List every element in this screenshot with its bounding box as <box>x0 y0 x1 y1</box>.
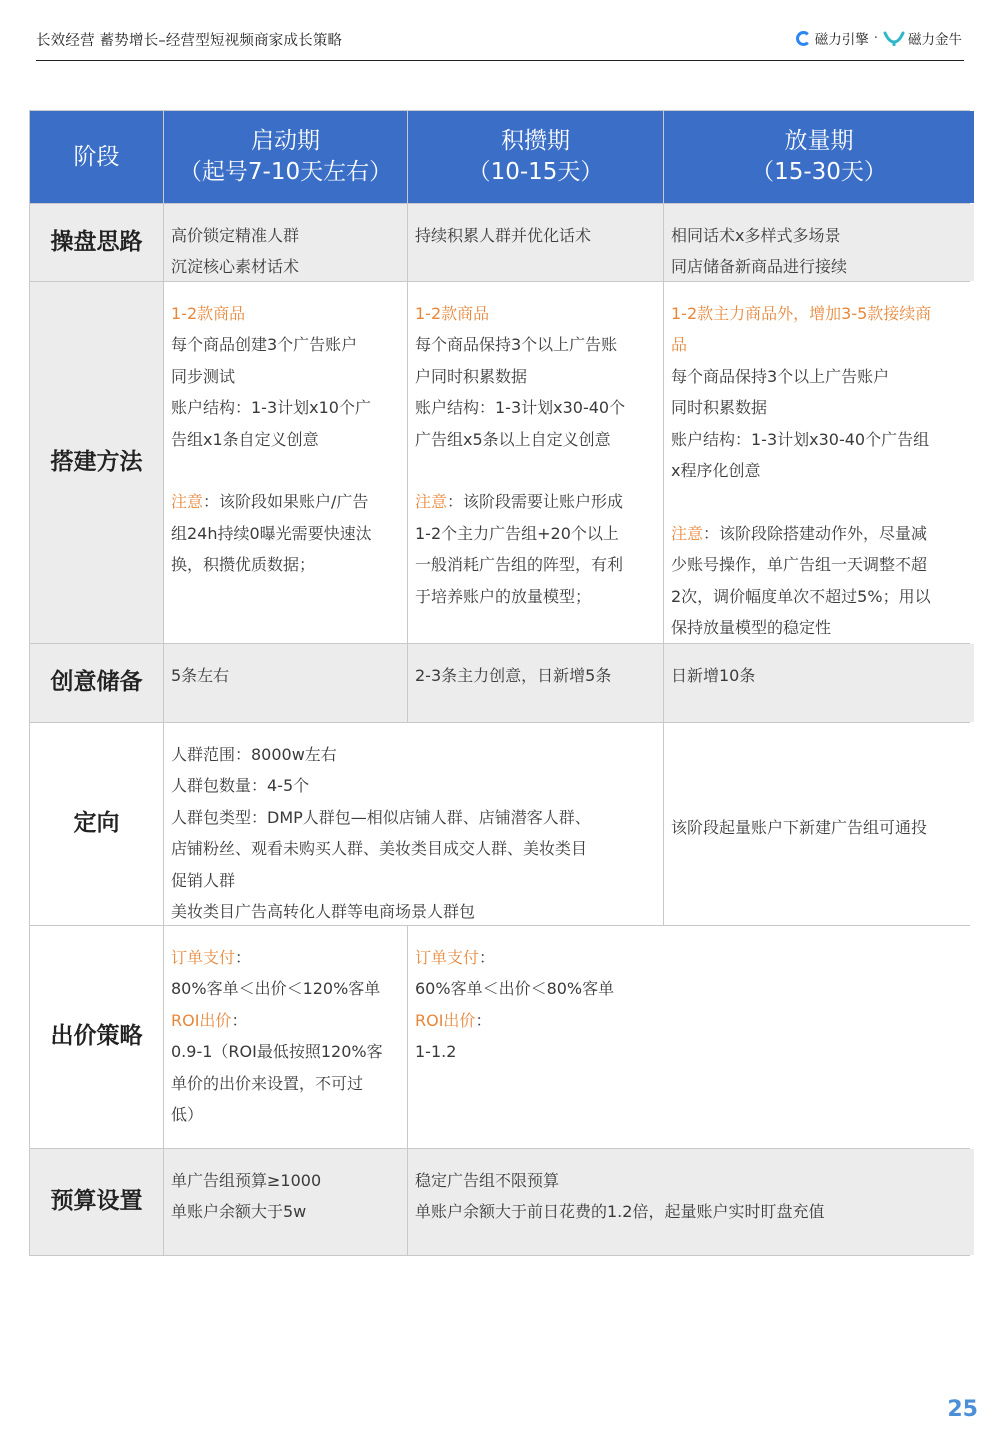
roi-label: ROI出价 <box>415 1010 476 1030</box>
text-line: 相同话术x多样式多场景 <box>671 226 841 245</box>
text-line: 账户结构：1-3计划x30-40个 <box>415 398 626 418</box>
header-scale-title: 放量期 <box>784 128 854 154</box>
note-label: 注意 <box>415 492 448 512</box>
text-line: 人群包类型：DMP人群包—相似店铺人群、店铺潜客人群、 <box>171 807 591 827</box>
text-line: 持续积累人群并优化话术 <box>415 226 592 245</box>
order-pay-value: 60%客单＜出价＜80%客单 <box>415 979 615 999</box>
build-accumulate-cell <box>408 282 663 643</box>
cili-jinniu-logo-icon <box>883 30 905 46</box>
text-line: 账户结构：1-3计划x30-40个广告组 <box>671 429 930 449</box>
budget-launch-cell <box>164 1149 407 1255</box>
brand-left-name: 磁力引擎 <box>814 32 869 48</box>
text-line: 稳定广告组不限预算 <box>415 1171 560 1190</box>
note-text: ：该阶段如果账户/广告 <box>203 492 369 512</box>
note-text: ：该阶段除搭建动作外，尽量减 <box>703 523 928 543</box>
note-text: 于培养账户的放量模型； <box>415 586 592 606</box>
budget-accumulate-scale-cell <box>408 1149 974 1255</box>
note-label: 注意 <box>171 492 204 512</box>
roi-line <box>415 1005 967 1036</box>
bidding-launch-cell <box>164 926 407 1148</box>
targeting-launch-accumulate-cell <box>164 723 663 925</box>
header-scale-duration: （15-30天） <box>751 159 887 185</box>
row-label-strategy: 操盘思路 <box>30 204 163 281</box>
colon: ： <box>231 1010 248 1030</box>
text-line: 人群包数量：4-5个 <box>171 776 310 796</box>
header-divider <box>36 60 964 61</box>
row-label-creative: 创意储备 <box>30 644 163 722</box>
brand-right-name: 磁力金牛 <box>908 32 962 48</box>
text-line: 每个商品保持3个以上广告账 <box>415 335 618 355</box>
row-label-targeting: 定向 <box>30 723 163 925</box>
strategy-table <box>29 110 970 1256</box>
colon: ： <box>479 948 496 967</box>
roi-value: 单价的出价来设置，不可过 <box>171 1073 364 1093</box>
header-launch-title: 启动期 <box>251 128 320 154</box>
table-header-accumulate <box>408 111 663 203</box>
highlight-text: 1-2款商品 <box>171 304 246 323</box>
creative-launch-cell: 5条左右 <box>164 644 407 722</box>
bidding-accumulate-scale-cell <box>408 926 974 1148</box>
text-line: 单广告组预算≥1000 <box>171 1171 322 1190</box>
text-line: 每个商品创建3个广告账户 <box>171 335 358 355</box>
text-line: 同步测试 <box>171 366 236 386</box>
colon: ： <box>235 948 252 967</box>
text-line: 单账户余额大于前日花费的1.2倍，起量账户实时盯盘充值 <box>415 1202 825 1222</box>
order-pay-value: 80%客单＜出价＜120%客单 <box>171 979 381 999</box>
strategy-accumulate-cell <box>408 204 663 281</box>
creative-accumulate-cell: 2-3条主力创意，日新增5条 <box>408 644 663 722</box>
note-line <box>171 486 400 517</box>
row-label-build: 搭建方法 <box>30 282 163 643</box>
header-launch-duration: （起号7-10天左右） <box>178 159 393 185</box>
note-text: ：该阶段需要让账户形成 <box>447 492 624 512</box>
table-header-launch <box>164 111 407 203</box>
page-number: 25 <box>947 1397 978 1422</box>
text-line: 人群范围：8000w左右 <box>171 745 337 764</box>
note-text: 换，积攒优质数据； <box>171 555 316 575</box>
text-line: x程序化创意 <box>671 461 761 481</box>
roi-label: ROI出价 <box>171 1010 232 1030</box>
text-line: 同时积累数据 <box>671 398 768 418</box>
note-text: 组24h持续0曝光需要快速汰 <box>171 523 372 543</box>
row-label-budget: 预算设置 <box>30 1149 163 1255</box>
text-line: 单账户余额大于5w <box>171 1202 307 1222</box>
table-header-stage <box>30 111 163 203</box>
order-pay-line <box>171 942 400 973</box>
colon: ： <box>475 1010 492 1030</box>
order-pay-label: 订单支付 <box>415 948 480 967</box>
roi-line <box>171 1005 400 1036</box>
text-line: 沉淀核心素材话术 <box>171 257 300 277</box>
strategy-scale-cell <box>664 204 974 281</box>
roi-value: 1-1.2 <box>415 1042 457 1062</box>
note-line <box>415 486 656 517</box>
text-line: 店铺粉丝、观看未购买人群、美妆类目成交人群、美妆类目 <box>171 839 588 859</box>
note-text: 2次，调价幅度单次不超过5%；用以 <box>671 586 931 606</box>
highlight-text: 品 <box>671 335 688 355</box>
spacer <box>171 455 400 486</box>
brand-logos <box>796 28 962 48</box>
build-launch-cell <box>164 282 407 643</box>
header-accumulate-duration: （10-15天） <box>467 159 604 185</box>
spacer <box>415 455 656 486</box>
text-line: 每个商品保持3个以上广告账户 <box>671 366 890 386</box>
text-line: 户同时积累数据 <box>415 366 528 386</box>
note-text: 少账号操作，单广告组一天调整不超 <box>671 555 928 575</box>
table-header-scale <box>664 111 974 203</box>
roi-value: 低） <box>171 1105 204 1125</box>
text-line: 美妆类目广告高转化人群等电商场景人群包 <box>171 902 476 922</box>
roi-value: 0.9-1（ROI最低按照120%客 <box>171 1042 383 1062</box>
build-scale-cell <box>664 282 974 643</box>
order-pay-line <box>415 942 967 973</box>
header-accumulate-title: 积攒期 <box>501 128 570 154</box>
spacer <box>671 486 967 517</box>
document-header-title: 长效经营 蓄势增长–经营型短视频商家成长策略 <box>36 33 343 49</box>
highlight-text: 1-2款商品 <box>415 304 490 323</box>
creative-scale-cell: 日新增10条 <box>664 644 974 722</box>
order-pay-label: 订单支付 <box>171 948 236 967</box>
text-line: 广告组x5条以上自定义创意 <box>415 429 611 449</box>
note-line <box>671 518 967 549</box>
text-line: 促销人群 <box>171 870 236 890</box>
text-line: 同店储备新商品进行接续 <box>671 257 848 277</box>
note-label: 注意 <box>671 523 704 543</box>
row-label-bidding: 出价策略 <box>30 926 163 1148</box>
targeting-scale-cell: 该阶段起量账户下新建广告组可通投 <box>664 723 974 925</box>
note-text: 1-2个主力广告组+20个以上 <box>415 523 619 543</box>
header-stage-label: 阶段 <box>73 143 120 170</box>
note-text: 一般消耗广告组的阵型，有利 <box>415 555 624 575</box>
text-line: 账户结构：1-3计划x10个广 <box>171 398 371 418</box>
highlight-text: 1-2款主力商品外，增加3-5款接续商 <box>671 304 932 323</box>
text-line: 高价锁定精准人群 <box>171 226 300 245</box>
text-line: 告组x1条自定义创意 <box>171 429 319 449</box>
cili-engine-logo-icon <box>796 31 811 46</box>
note-text: 保持放量模型的稳定性 <box>671 618 832 638</box>
strategy-launch-cell <box>164 204 407 281</box>
brand-separator: · <box>873 30 878 46</box>
